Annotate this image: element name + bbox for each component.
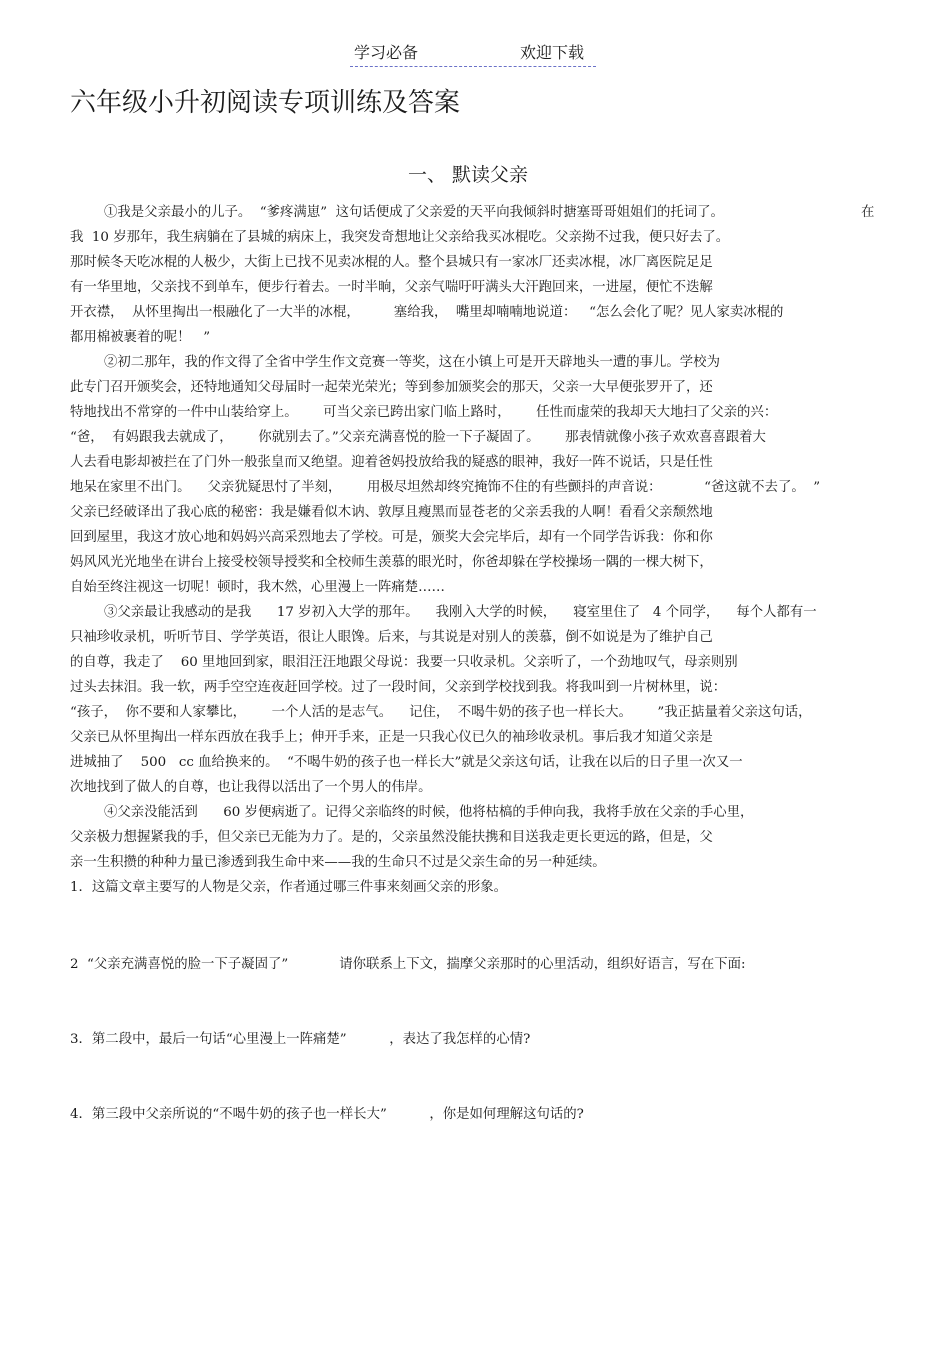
article-line: 我 10 岁那年，我生病躺在了县城的病床上，我突发奇想地让父亲给我买冰棍吃。父亲拗不过我，便只好去了。	[70, 230, 730, 245]
article-line: 自始至终注视这一切呢！顿时，我木然，心里漫上一阵痛楚……	[70, 580, 445, 595]
article-line: 次地找到了做人的自尊，也让我得以活出了一个男人的伟岸。	[70, 780, 432, 795]
article-line: 地呆在家里不出门。 父亲犹疑思忖了半刻， 用极尽坦然却终究掩饰不住的有些颤抖的声音说： “爸这就不去了。 ”	[70, 480, 821, 495]
article-line: 都用棉被裹着的呢！ ”	[70, 330, 211, 345]
article-line: 特地找出不常穿的一件中山装给穿上。 可当父亲已跨出家门临上路时， 任性而虚荣的我却天大地扫了父亲的兴：	[70, 405, 778, 420]
article-line: “孩子， 你不要和人家攀比， 一个人活的是志气。 记住， 不喝牛奶的孩子也一样长大。 ”我正掂量着父亲这句话，	[70, 705, 812, 720]
article-line: 亲一生积攒的种种力量已渗透到我生命中来——我的生命只不过是父亲生命的另一种延续。	[70, 855, 606, 870]
article-line: ④父亲没能活到 60 岁便病逝了。记得父亲临终的时候，他将枯槁的手伸向我，我将手放在父亲的手心里，	[104, 805, 754, 820]
article-line: 此专门召开颁奖会，还特地通知父母届时一起荣光荣光；等到参加颁奖会的那天，父亲一大早便张罗开了，还	[70, 380, 713, 395]
article-line: ①我是父亲最小的儿子。 “爹疼满崽” 这句话便成了父亲爱的天平向我倾斜时搪塞哥哥姐姐们的托词了。	[104, 205, 724, 220]
document-title: 六年级小升初阅读专项训练及答案	[70, 88, 461, 118]
article-line: 妈风风光光地坐在讲台上接受校领导授奖和全校师生羡慕的眼光时，你爸却躲在学校操场一隅的一棵大树下，	[70, 555, 713, 570]
article-line: 有一华里地，父亲找不到单车，便步行着去。一时半晌，父亲气喘吁吁满头大汗跑回来，一进屋，便忙不迭解	[70, 280, 713, 295]
article-line: ③父亲最让我感动的是我 17 岁初入大学的那年。 我刚入大学的时候， 寝室里住了 4 个同学， 每个人都有一	[104, 605, 817, 620]
article-line: 的自尊，我走了 60 里地回到家，眼泪汪汪地跟父母说：我要一只收录机。父亲听了，一个劲地叹气，母亲则别	[70, 655, 738, 670]
article-line: 只袖珍收录机，听听节目、学学英语，很让人眼馋。后来，与其说是对别人的羡慕，倒不如说是为了维护自己	[70, 630, 713, 645]
article-line: 过头去抹泪。我一软，两手空空连夜赶回学校。过了一段时间，父亲到学校找到我。将我叫到一片树林里，说：	[70, 680, 727, 695]
header-right-text: 欢迎下载	[520, 43, 585, 62]
article-line: “爸， 有妈跟我去就成了， 你就别去了。”父亲充满喜悦的脸一下子凝固了。 那表情就像小孩子欢欢喜喜跟着大	[70, 430, 766, 445]
article-line: 开衣襟， 从怀里掏出一根融化了一大半的冰棍， 塞给我， 嘴里却喃喃地说道： “怎么会化了呢？见人家卖冰棍的	[70, 305, 784, 320]
article-line: 在	[861, 205, 875, 220]
article-line: ②初二那年，我的作文得了全省中学生作文竞赛一等奖，这在小镇上可是开天辟地头一遭的事儿。学校为	[104, 355, 720, 370]
header-left-text: 学习必备	[354, 43, 419, 62]
article-line: 那时候冬天吃冰棍的人极少，大街上已找不见卖冰棍的人。整个县城只有一家冰厂还卖冰棍，冰厂离医院足足	[70, 255, 713, 270]
question-item: 1．这篇文章主要写的人物是父亲，作者通过哪三件事来刻画父亲的形象。	[70, 880, 508, 895]
article-line: 进城抽了 500 cc 血给换来的。 “不喝牛奶的孩子也一样长大”就是父亲这句话，让我在以后的日子里一次又一	[70, 755, 743, 770]
question-item: 4．第三段中父亲所说的“不喝牛奶的孩子也一样长大” ，你是如何理解这句话的?	[70, 1107, 584, 1122]
question-item: 3．第二段中，最后一句话“心里漫上一阵痛楚” ，表达了我怎样的心情?	[70, 1032, 531, 1047]
question-item: 2 “父亲充满喜悦的脸一下子凝固了” 请你联系上下文，揣摩父亲那时的心里活动，组织好语言，写在下面:	[70, 957, 746, 972]
article-line: 回到屋里，我这才放心地和妈妈兴高采烈地去了学校。可是，颁奖大会完毕后，却有一个同学告诉我：你和你	[70, 530, 713, 545]
page-header	[350, 40, 596, 67]
section-title: 一、 默读父亲	[408, 164, 529, 186]
article-line: 父亲已从怀里掏出一样东西放在我手上；伸开手来，正是一只我心仪已久的袖珍收录机。事后我才知道父亲是	[70, 730, 713, 745]
article-line: 父亲已经破译出了我心底的秘密：我是嫌看似木讷、敦厚且瘦黑而显苍老的父亲丢我的人啊！看看父亲颓然地	[70, 505, 713, 520]
article-line: 父亲极力想握紧我的手，但父亲已无能为力了。是的，父亲虽然没能扶携和目送我走更长更远的路，但是，父	[70, 830, 713, 845]
article-line: 人去看电影却被拦在了门外一般张皇而又绝望。迎着爸妈投放给我的疑惑的眼神，我好一阵不说话，只是任性	[70, 455, 713, 470]
